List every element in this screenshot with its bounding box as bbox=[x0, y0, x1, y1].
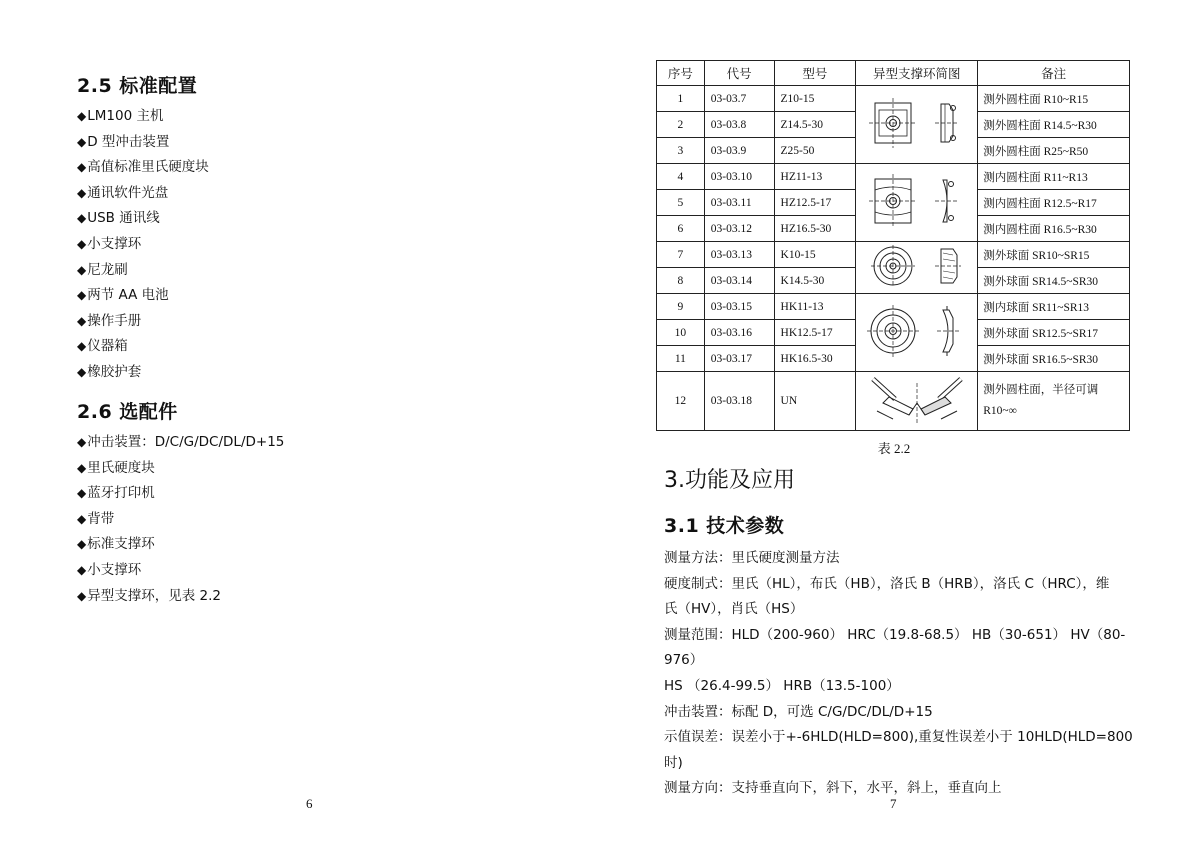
list-item: ◆D 型冲击装置 bbox=[77, 133, 170, 150]
inner-sphere-ring-diagram bbox=[856, 294, 978, 372]
diamond-bullet-icon: ◆ bbox=[77, 339, 87, 354]
list-item: ◆里氏硬度块 bbox=[77, 459, 155, 476]
header-code: 代号 bbox=[704, 61, 774, 86]
param-line: 测量方法：里氏硬度测量方法 bbox=[664, 550, 840, 566]
diamond-bullet-icon: ◆ bbox=[77, 511, 87, 526]
diamond-bullet-icon: ◆ bbox=[77, 262, 87, 277]
diamond-bullet-icon: ◆ bbox=[77, 364, 87, 379]
list-item: ◆USB 通讯线 bbox=[77, 210, 160, 227]
header-model: 型号 bbox=[774, 61, 856, 86]
table-row: 4 03-03.10 HZ11-13 测内圆柱面 R11~R13 bbox=[657, 164, 1130, 190]
diamond-bullet-icon: ◆ bbox=[77, 588, 87, 603]
sphere-ring-diagram bbox=[856, 242, 978, 294]
param-line: 时) bbox=[664, 754, 683, 771]
diamond-bullet-icon: ◆ bbox=[77, 288, 87, 303]
list-item: ◆标准支撑环 bbox=[77, 536, 155, 553]
list-item: ◆小支撑环 bbox=[77, 561, 142, 578]
param-line: 示值误差：误差小于+-6HLD(HLD=800),重复性误差小于 10HLD(HLD=800 bbox=[664, 729, 1133, 746]
list-item: ◆仪器箱 bbox=[77, 338, 128, 355]
param-line: 冲击装置：标配 D，可选 C/G/DC/DL/D+15 bbox=[664, 703, 933, 720]
table-row: 8 03-03.14 K14.5-30 测外球面 SR14.5~SR30 bbox=[657, 268, 1130, 294]
diamond-bullet-icon: ◆ bbox=[77, 537, 87, 552]
diamond-bullet-icon: ◆ bbox=[77, 211, 87, 226]
list-item: ◆蓝牙打印机 bbox=[77, 485, 155, 502]
param-line: 测量范围：HLD（200-960） HRC（19.8-68.5） HB（30-651） HV（80-976） bbox=[664, 626, 1126, 669]
diamond-bullet-icon: ◆ bbox=[77, 313, 87, 328]
tech-params bbox=[664, 546, 1134, 802]
diamond-bullet-icon: ◆ bbox=[77, 134, 87, 149]
diamond-bullet-icon: ◆ bbox=[77, 562, 87, 577]
list-item: ◆LM100 主机 bbox=[77, 108, 164, 124]
diamond-bullet-icon: ◆ bbox=[77, 236, 87, 251]
section-2-5-title: 2.5 标准配置 bbox=[77, 75, 198, 97]
optional-accessory-list bbox=[77, 430, 284, 609]
list-item: ◆两节 AA 电池 bbox=[77, 287, 169, 304]
list-item: ◆操作手册 bbox=[77, 312, 142, 329]
right-page bbox=[600, 0, 1200, 848]
table-row: 2 03-03.8 Z14.5-30 测外圆柱面 R14.5~R30 bbox=[657, 112, 1130, 138]
row12-note-line2: R10~∞ bbox=[983, 405, 1017, 417]
page-number: 7 bbox=[890, 796, 897, 811]
list-item: ◆高值标准里氏硬度块 bbox=[77, 159, 209, 176]
diamond-bullet-icon: ◆ bbox=[77, 486, 87, 501]
header-index: 序号 bbox=[657, 61, 705, 86]
standard-config-list bbox=[77, 104, 209, 386]
list-item: ◆异型支撑环，见表 2.2 bbox=[77, 587, 221, 604]
row12-note-line1: 测外圆柱面，半径可调 bbox=[983, 384, 1099, 396]
table-row: 5 03-03.11 HZ12.5-17 测内圆柱面 R12.5~R17 bbox=[657, 190, 1130, 216]
table-row: 3 03-03.9 Z25-50 测外圆柱面 R25~R50 bbox=[657, 138, 1130, 164]
header-note: 备注 bbox=[978, 61, 1130, 86]
table-row: 12 03-03.18 UN 测外圆柱面，半径可调 R10~∞ bbox=[657, 372, 1130, 431]
table-header-row bbox=[657, 61, 1130, 86]
param-line: 氏（HV），肖氏（HS） bbox=[664, 601, 804, 618]
list-item: ◆通讯软件光盘 bbox=[77, 184, 169, 201]
table-row: 11 03-03.17 HK16.5-30 测外球面 SR16.5~SR30 bbox=[657, 346, 1130, 372]
list-item: ◆背带 bbox=[77, 510, 115, 527]
table-row: 10 03-03.16 HK12.5-17 测外球面 SR12.5~SR17 bbox=[657, 320, 1130, 346]
chapter-title: 3.功能及应用 bbox=[664, 468, 795, 493]
list-item: ◆橡胶护套 bbox=[77, 363, 142, 380]
list-item: ◆小支撑环 bbox=[77, 235, 142, 252]
table-row: 6 03-03.12 HZ16.5-30 测内圆柱面 R16.5~R30 bbox=[657, 216, 1130, 242]
diamond-bullet-icon: ◆ bbox=[77, 109, 87, 123]
param-line: HS （26.4-99.5） HRB（13.5-100） bbox=[664, 677, 900, 694]
diamond-bullet-icon: ◆ bbox=[77, 460, 87, 475]
diamond-bullet-icon: ◆ bbox=[77, 185, 87, 200]
param-line: 硬度制式：里氏（HL），布氏（HB），洛氏 B（HRB），洛氏 C（HRC），维 bbox=[664, 575, 1110, 592]
adjustable-ring-diagram bbox=[856, 372, 978, 431]
inner-cylinder-ring-diagram bbox=[856, 164, 978, 242]
table-row: 9 03-03.15 HK11-13 测内球面 SR11~SR13 bbox=[657, 294, 1130, 320]
section-2-6-title: 2.6 选配件 bbox=[77, 401, 178, 423]
cylinder-ring-diagram bbox=[856, 86, 978, 164]
table-row: 7 03-03.13 K10-15 测外球面 SR10~SR15 bbox=[657, 242, 1130, 268]
list-item: ◆冲击装置：D/C/G/DC/DL/D+15 bbox=[77, 434, 285, 450]
param-line: 测量方向：支持垂直向下，斜下，水平，斜上，垂直向上 bbox=[664, 780, 1002, 797]
header-diagram: 异型支撑环简图 bbox=[856, 61, 978, 86]
table-row: 1 03-03.7 Z10-15 测外圆柱面 R10~R15 bbox=[657, 86, 1130, 112]
section-3-1-title: 3.1 技术参数 bbox=[664, 515, 785, 537]
diamond-bullet-icon: ◆ bbox=[77, 435, 87, 449]
table-caption: 表 2.2 bbox=[877, 441, 911, 456]
list-item: ◆尼龙刷 bbox=[77, 261, 128, 278]
support-ring-table bbox=[656, 60, 1130, 431]
diamond-bullet-icon: ◆ bbox=[77, 160, 87, 175]
page-number: 6 bbox=[306, 796, 313, 811]
